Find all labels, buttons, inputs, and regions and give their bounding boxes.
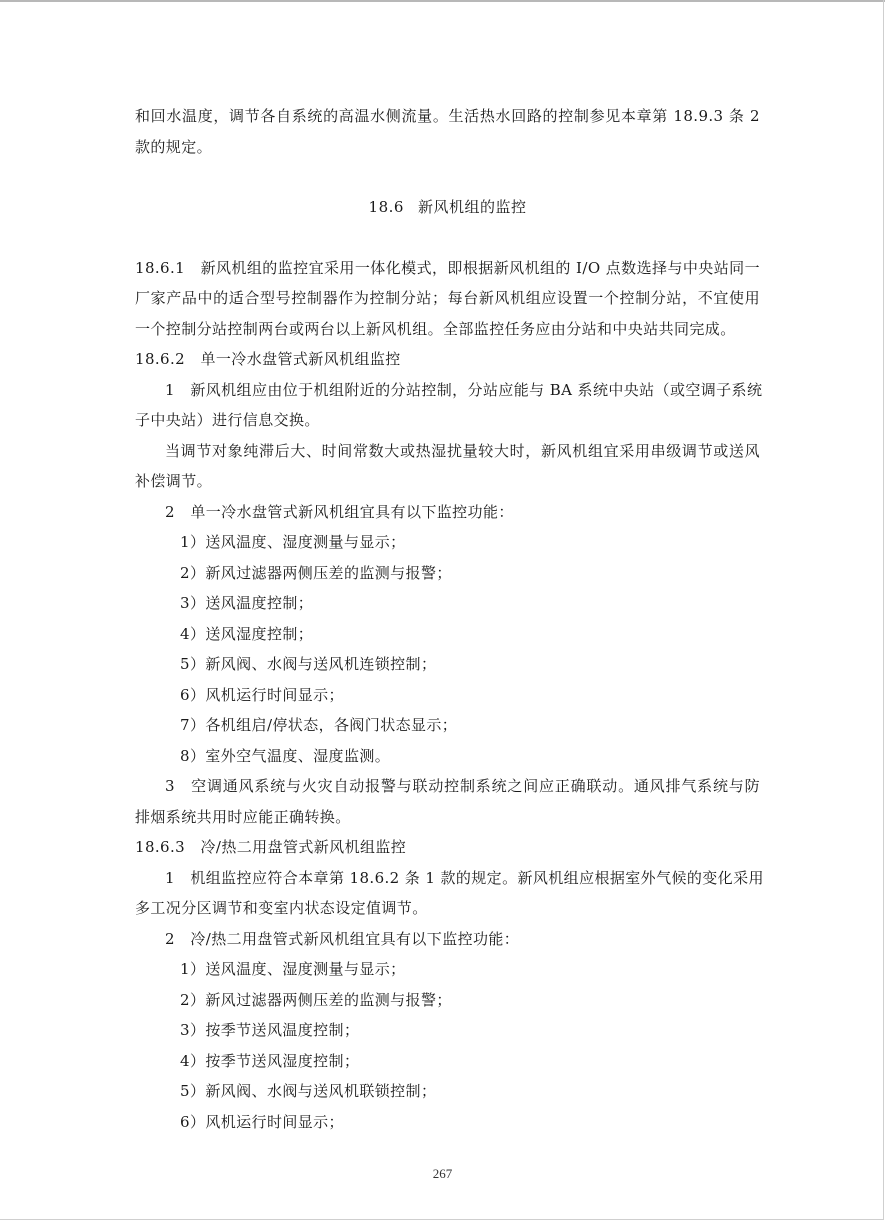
- paragraph-line: 6）风机运行时间显示；: [180, 685, 344, 704]
- paragraph-line: 18.6.3 冷/热二用盘管式新风机组监控: [135, 838, 407, 856]
- paragraph-line: 1 新风机组应由位于机组附近的分站控制，分站应能与 BA 系统中央站（或空调子系统: [165, 380, 763, 399]
- paragraph-line: 5）新风阀、水阀与送风机连锁控制；: [180, 655, 437, 673]
- paragraph-line: 3）按季节送风温度控制；: [180, 1021, 360, 1039]
- paragraph-line: 补偿调节。: [135, 472, 213, 490]
- paragraph-line: 1）送风温度、湿度测量与显示；: [180, 533, 406, 551]
- paragraph-line: 6）风机运行时间显示；: [180, 1112, 344, 1131]
- paragraph-line: 厂家产品中的适合型号控制器作为控制分站；每台新风机组应设置一个控制分站，不宜使用: [135, 289, 760, 307]
- paragraph-line: 18.6.2 单一冷水盘管式新风机组监控: [135, 350, 401, 368]
- page-number: 267: [432, 1166, 453, 1181]
- paragraph-line: 5）新风阀、水阀与送风机联锁控制；: [180, 1082, 437, 1100]
- paragraph-line: 2）新风过滤器两侧压差的监测与报警；: [180, 563, 452, 582]
- paragraph-line: 一个控制分站控制两台或两台以上新风机组。全部监控任务应由分站和中央站共同完成。: [135, 319, 736, 338]
- paragraph-line: 款的规定。: [135, 137, 213, 156]
- paragraph-line: 2 单一冷水盘管式新风机组宜具有以下监控功能：: [165, 502, 514, 521]
- body-lines: [135, 253, 764, 1138]
- paragraph-line: 1）送风温度、湿度测量与显示；: [180, 960, 406, 978]
- section-number: 18.6: [368, 198, 404, 216]
- paragraph-line: 子中央站）进行信息交换。: [135, 411, 320, 429]
- paragraph-line: 排烟系统共用时应能正确转换。: [135, 807, 351, 826]
- paragraph-line: 4）送风湿度控制；: [180, 624, 314, 643]
- paragraph-line: 多工况分区调节和变室内状态设定值调节。: [135, 899, 428, 917]
- paragraph-line: 3 空调通风系统与火灾自动报警与联动控制系统之间应正确联动。通风排气系统与防: [165, 777, 760, 795]
- paragraph-line: 2）新风过滤器两侧压差的监测与报警；: [180, 990, 452, 1009]
- paragraph-line: 18.6.1 新风机组的监控宜采用一体化模式，即根据新风机组的 I/O 点数选择与中央站同一: [135, 258, 760, 277]
- paragraph-line: 3）送风温度控制；: [180, 594, 314, 612]
- paragraph-line: 2 冷/热二用盘管式新风机组宜具有以下监控功能：: [165, 929, 520, 948]
- section-title: 新风机组的监控: [417, 198, 527, 216]
- document-body: [135, 101, 764, 1137]
- paragraph-line: 8）室外空气温度、湿度监测。: [180, 746, 391, 765]
- paragraph-line: 和回水温度，调节各自系统的高温水侧流量。生活热水回路的控制参见本章第 18.9.3 条 2: [135, 107, 760, 125]
- paragraph-line: 4）按季节送风湿度控制；: [180, 1051, 360, 1070]
- paragraph-line: 1 机组监控应符合本章第 18.6.2 条 1 款的规定。新风机组应根据室外气候的变化采用: [165, 868, 764, 887]
- section-heading: [135, 192, 760, 223]
- paragraph-line: 7）各机组启/停状态，各阀门状态显示；: [180, 716, 458, 734]
- paragraph-line: 当调节对象纯滞后大、时间常数大或热湿扰量较大时，新风机组宜采用串级调节或送风: [165, 441, 760, 460]
